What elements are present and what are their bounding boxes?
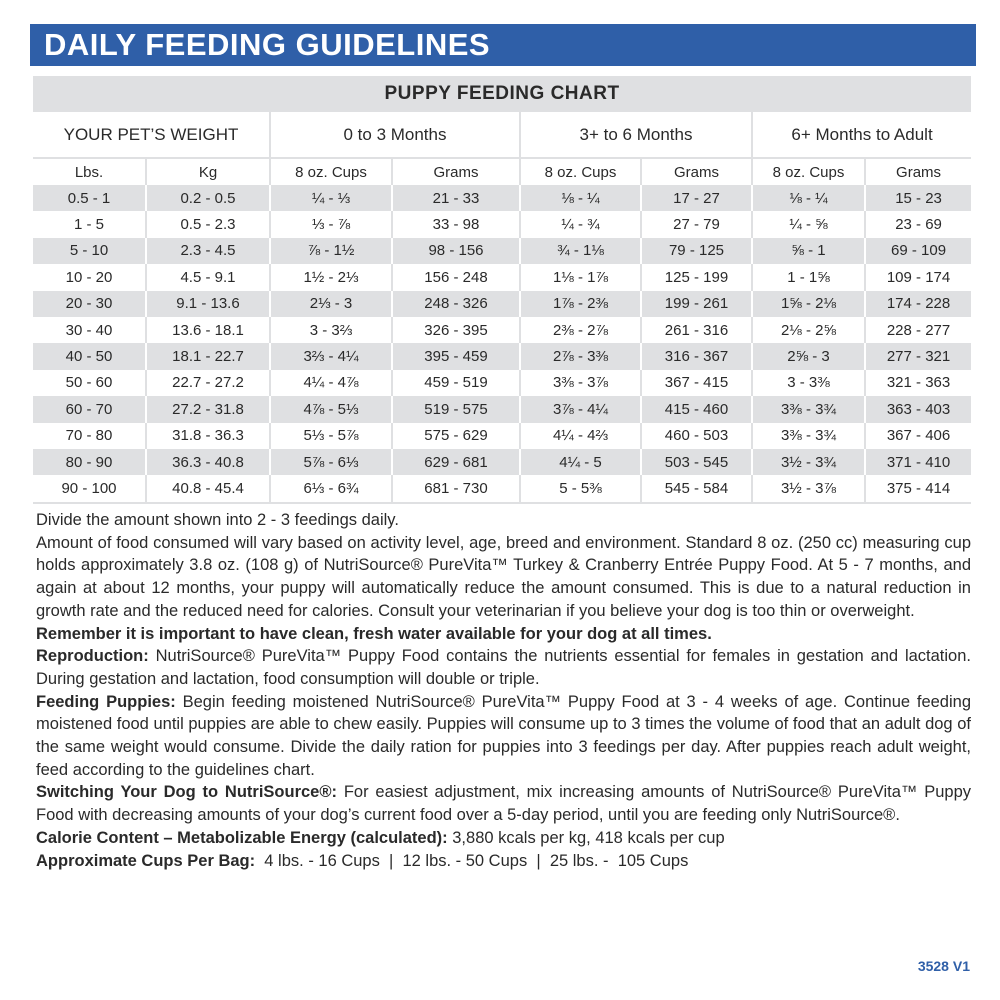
table-cell: 30 - 40 (33, 317, 145, 343)
table-cell: 629 - 681 (391, 449, 519, 475)
table-row (33, 370, 971, 396)
table-cell: 395 - 459 (391, 343, 519, 369)
reproduction-paragraph (36, 645, 971, 690)
table-cell: 90 - 100 (33, 475, 145, 503)
table-cell: 545 - 584 (640, 475, 751, 503)
feeding-puppies-text: Begin feeding moistened NutriSource® PureVita™ Puppy Food at 3 - 4 weeks of age. Continue feeding moistened food until puppies are able to chew easily. Puppies will consume up to 3 times the volume of food that an adult dog of the same weight would consume. Divide the daily ration for puppies into 3 feedings per day. After puppies reach adult weight, feed according to the guidelines chart. (36, 692, 971, 779)
table-cell: 0.5 - 1 (33, 185, 145, 211)
table-row (33, 475, 971, 503)
table-cell: 0.2 - 0.5 (145, 185, 269, 211)
table-cell: 2⅞ - 3⅜ (519, 343, 640, 369)
table-cell: 228 - 277 (864, 317, 971, 343)
table-cell: 367 - 406 (864, 423, 971, 449)
column-header-cups: 8 oz. Cups (751, 159, 864, 185)
group-header-6-adult: 6+ Months to Adult (751, 112, 971, 159)
table-cell: 503 - 545 (640, 449, 751, 475)
table-cell: 375 - 414 (864, 475, 971, 503)
table-cell: 9.1 - 13.6 (145, 291, 269, 317)
table-cell: 2⅝ - 3 (751, 343, 864, 369)
table-cell: 5⅞ - 6⅓ (269, 449, 391, 475)
column-header-cups: 8 oz. Cups (519, 159, 640, 185)
group-header-weight: YOUR PET’S WEIGHT (33, 112, 269, 159)
table-cell: 5⅓ - 5⅞ (269, 423, 391, 449)
table-cell: 367 - 415 (640, 370, 751, 396)
table-cell: 3⅜ - 3¾ (751, 396, 864, 422)
page-title: DAILY FEEDING GUIDELINES (44, 27, 491, 62)
page-title-banner (30, 24, 976, 66)
cups-per-bag-value: 4 lbs. - 16 Cups | 12 lbs. - 50 Cups | 25 lbs. - 105 Cups (255, 851, 689, 870)
switching-paragraph (36, 781, 971, 826)
table-cell: 17 - 27 (640, 185, 751, 211)
table-cell: 681 - 730 (391, 475, 519, 503)
table-cell: 199 - 261 (640, 291, 751, 317)
table-cell: 371 - 410 (864, 449, 971, 475)
table-cell: 1⅞ - 2⅜ (519, 291, 640, 317)
reproduction-text: NutriSource® PureVita™ Puppy Food contains the nutrients essential for females in gestation and lactation. During gestation and lactation, food consumption will double or triple. (36, 647, 971, 688)
chart-title: PUPPY FEEDING CHART (33, 76, 971, 112)
calorie-content-value: 3,880 kcals per kg, 418 kcals per cup (447, 828, 725, 847)
table-cell: 248 - 326 (391, 291, 519, 317)
table-cell: 1 - 1⅝ (751, 264, 864, 290)
table-row (33, 264, 971, 290)
feeding-puppies-paragraph (36, 691, 971, 782)
table-cell: 27.2 - 31.8 (145, 396, 269, 422)
table-row (33, 291, 971, 317)
table-cell: 1 - 5 (33, 211, 145, 237)
table-cell: 1⅝ - 2⅛ (751, 291, 864, 317)
column-header-lbs: Lbs. (74, 163, 104, 181)
table-cell: 316 - 367 (640, 343, 751, 369)
table-cell: 277 - 321 (864, 343, 971, 369)
table-cell: 3⅞ - 4¼ (519, 396, 640, 422)
table-cell: 3⅔ - 4¼ (269, 343, 391, 369)
water-reminder (36, 623, 971, 646)
calorie-content-line (36, 827, 971, 850)
feeding-puppies-label: Feeding Puppies: (36, 692, 176, 711)
table-cell: ¼ - ⅝ (751, 211, 864, 237)
table-cell: 519 - 575 (391, 396, 519, 422)
table-cell: ¼ - ¾ (519, 211, 640, 237)
table-row (33, 317, 971, 343)
chart-body (33, 185, 971, 504)
table-cell: 575 - 629 (391, 423, 519, 449)
table-cell: 459 - 519 (391, 370, 519, 396)
reproduction-label: Reproduction: (36, 647, 149, 666)
table-cell: 80 - 90 (33, 449, 145, 475)
table-cell: 5 - 10 (33, 238, 145, 264)
table-cell: 326 - 395 (391, 317, 519, 343)
table-cell: 174 - 228 (864, 291, 971, 317)
table-cell: 79 - 125 (640, 238, 751, 264)
table-cell: 4.5 - 9.1 (145, 264, 269, 290)
column-header-cups: 8 oz. Cups (269, 159, 391, 185)
cups-per-bag-label: Approximate Cups Per Bag: (36, 851, 256, 870)
cups-per-bag-line (36, 850, 971, 873)
table-cell: 20 - 30 (33, 291, 145, 317)
table-row (33, 396, 971, 422)
table-cell: 40.8 - 45.4 (145, 475, 269, 503)
table-cell: ¼ - ⅓ (269, 185, 391, 211)
table-cell: 261 - 316 (640, 317, 751, 343)
guidelines-text (36, 509, 971, 872)
table-cell: 3 - 3⅜ (751, 370, 864, 396)
water-reminder-text: Remember it is important to have clean, fresh water available for your dog at all times. (36, 624, 712, 643)
table-cell: 13.6 - 18.1 (145, 317, 269, 343)
table-cell: 21 - 33 (391, 185, 519, 211)
table-cell: 98 - 156 (391, 238, 519, 264)
table-cell: 4¼ - 4⅔ (519, 423, 640, 449)
table-cell: 460 - 503 (640, 423, 751, 449)
table-cell: 109 - 174 (864, 264, 971, 290)
table-cell: 2⅜ - 2⅞ (519, 317, 640, 343)
table-cell: ¾ - 1⅛ (519, 238, 640, 264)
table-cell: 50 - 60 (33, 370, 145, 396)
switching-text: For easiest adjustment, mix increasing amounts of NutriSource® PureVita™ Puppy Food with decreasing amounts of your dog’s current food over a 5-day period, until you are feeding only NutriSource®. (36, 783, 971, 825)
column-header-kg: Kg (145, 159, 269, 185)
column-header-grams: Grams (864, 159, 971, 185)
table-cell: 0.5 - 2.3 (145, 211, 269, 237)
table-cell: 18.1 - 22.7 (145, 343, 269, 369)
group-header-0-3-months: 0 to 3 Months (269, 112, 519, 159)
table-cell: ⅛ - ¼ (751, 185, 864, 211)
table-cell: 4⅞ - 5⅓ (269, 396, 391, 422)
table-cell: 27 - 79 (640, 211, 751, 237)
column-header-grams: Grams (640, 159, 751, 185)
calorie-content-label: Calorie Content – Metabolizable Energy (calculated): (36, 828, 448, 847)
table-cell: ⅛ - ¼ (519, 185, 640, 211)
table-cell: 2⅛ - 2⅝ (751, 317, 864, 343)
table-row (33, 238, 971, 264)
feeding-frequency-note: Divide the amount shown into 2 - 3 feedings daily. (36, 511, 399, 529)
table-cell: ⅝ - 1 (751, 238, 864, 264)
switching-label: Switching Your Dog to NutriSource®: (36, 783, 337, 802)
table-cell: 3 - 3⅔ (269, 317, 391, 343)
table-cell: 10 - 20 (33, 264, 145, 290)
table-cell: ⅓ - ⅞ (269, 211, 391, 237)
table-cell: 3½ - 3⅞ (751, 475, 864, 503)
product-code: 3528 V1 (917, 958, 970, 974)
consumption-paragraph: Amount of food consumed will vary based on activity level, age, breed and environment. Standard 8 oz. (250 cc) measuring cup holds approximately 3.8 oz. (108 g) of NutriSource® PureVita™ Turkey & Cranberry Entrée Puppy Food. At 5 - 7 months, and again at about 12 months, your puppy will automatically reduce the amount consumed. This is due to a natural reduction in growth rate and the reduced need for calories. Consult your veterinarian if you believe your dog is too thin or overweight. (36, 533, 971, 620)
table-cell: 321 - 363 (864, 370, 971, 396)
table-cell: 60 - 70 (33, 396, 145, 422)
table-cell: 69 - 109 (864, 238, 971, 264)
table-row (33, 343, 971, 369)
table-cell: 33 - 98 (391, 211, 519, 237)
table-cell: 3½ - 3¾ (751, 449, 864, 475)
table-cell: 22.7 - 27.2 (145, 370, 269, 396)
table-row (33, 423, 971, 449)
group-header-3-6-months: 3+ to 6 Months (519, 112, 751, 159)
table-cell: 1⅛ - 1⅞ (519, 264, 640, 290)
table-cell: 23 - 69 (864, 211, 971, 237)
table-cell: 125 - 199 (640, 264, 751, 290)
table-cell: 31.8 - 36.3 (145, 423, 269, 449)
puppy-feeding-chart (33, 76, 971, 504)
column-header-grams: Grams (391, 159, 519, 185)
table-cell: 3⅜ - 3¾ (751, 423, 864, 449)
table-cell: 70 - 80 (33, 423, 145, 449)
table-cell: 6⅓ - 6¾ (269, 475, 391, 503)
table-cell: 1½ - 2⅓ (269, 264, 391, 290)
table-cell: 4¼ - 5 (519, 449, 640, 475)
table-cell: 2⅓ - 3 (269, 291, 391, 317)
table-row (33, 185, 971, 211)
table-row (33, 211, 971, 237)
table-cell: 3⅜ - 3⅞ (519, 370, 640, 396)
table-cell: 5 - 5⅜ (519, 475, 640, 503)
table-cell: ⅞ - 1½ (269, 238, 391, 264)
table-cell: 363 - 403 (864, 396, 971, 422)
table-cell: 40 - 50 (33, 343, 145, 369)
table-cell: 4¼ - 4⅞ (269, 370, 391, 396)
table-row (33, 449, 971, 475)
table-cell: 415 - 460 (640, 396, 751, 422)
table-cell: 15 - 23 (864, 185, 971, 211)
table-cell: 36.3 - 40.8 (145, 449, 269, 475)
table-cell: 156 - 248 (391, 264, 519, 290)
table-cell: 2.3 - 4.5 (145, 238, 269, 264)
